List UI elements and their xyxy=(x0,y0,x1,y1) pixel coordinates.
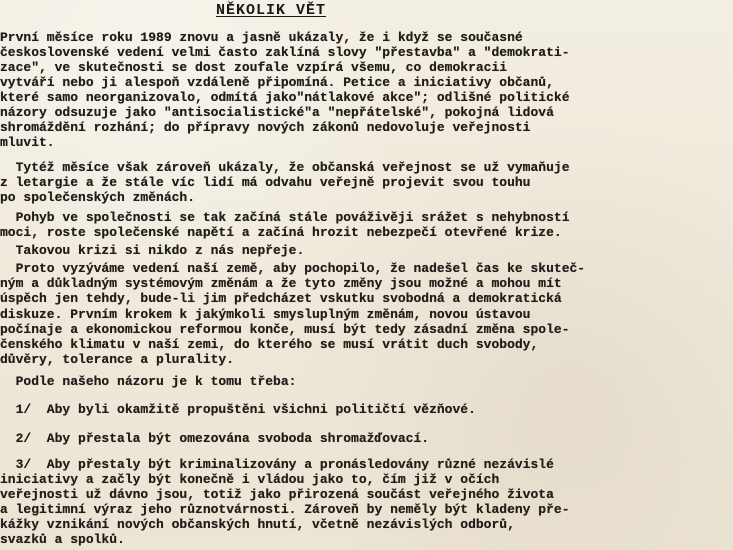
text-line: 1/ Aby byli okamžitě propuštěni všichni političtí vězňové. xyxy=(0,402,476,417)
text-line: Proto vyzýváme vedení naší země, aby pochopilo, že nadešel čas ke skuteč- xyxy=(0,261,586,276)
text-line: čenského klimatu v naší zemi, do kterého se musí vrátit duch svobody, xyxy=(0,337,539,352)
text-line: počínaje a ekonomickou reformou konče, musí být tedy zásadní změna spole- xyxy=(0,322,570,337)
text-line: Takovou krizi si nikdo z nás nepřeje. xyxy=(0,243,305,258)
text-line: První měsíce roku 1989 znovu a jasně ukázaly, že i když se současné xyxy=(0,30,523,45)
document-title: NĚKOLIK VĚT xyxy=(216,2,327,19)
text-line: 3/ Aby přestaly být kriminalizovány a pronásledovány různé nezávislé xyxy=(0,457,554,472)
text-line: mluvit. xyxy=(0,135,55,150)
text-line: Pohyb ve společnosti se tak začíná stále pováživěji srážet s nehybností xyxy=(0,210,570,225)
text-line: Podle našeho názoru je k tomu třeba: xyxy=(0,374,297,389)
text-line: ným a důkladným systémovým změnám a že tyto změny jsou možné a mohou mít xyxy=(0,276,562,291)
text-line: kážky vznikání nových občanských hnutí, včetně nezávislých odborů, xyxy=(0,517,515,532)
text-line: důvěry, tolerance a plurality. xyxy=(0,352,235,367)
text-line: československé vedení velmi často zaklíná slovy "přestavba" a "demokrati- xyxy=(0,45,570,60)
text-line: vytváří nebo ji alespoň vzdáleně připomíná. Petice a iniciativy občanů, xyxy=(0,75,554,90)
text-line: Tytéž měsíce však zároveň ukázaly, že občanská veřejnost se už vymaňuje xyxy=(0,160,570,175)
text-line: názory odsuzuje jako "antisocialistické"a "nepřátelské", pokojná lidová xyxy=(0,105,554,120)
text-line: veřejnosti už dávno jsou, totiž jako přirozená součást veřejného života xyxy=(0,487,554,502)
text-line: svazků a spolků. xyxy=(0,532,125,547)
text-line: moci, roste společenské napětí a začíná hrozit nebezpečí otevřené krize. xyxy=(0,225,562,240)
text-line: zace", ve skutečnosti se dost zoufale vzpírá všemu, co demokracii xyxy=(0,60,508,75)
text-line: a legitimní výraz jeho různotvárnosti. Zároveň by neměly být kladeny pře- xyxy=(0,502,570,517)
text-line: 2/ Aby přestala být omezována svoboda shromažďovací. xyxy=(0,431,430,446)
text-line: úspěch jen tehdy, bude-li jim předcházet vskutku svobodná a demokratická xyxy=(0,291,562,306)
text-line: diskuze. Prvním krokem k jakýmkoli smysluplným změnám, novou ústavou xyxy=(0,307,531,322)
text-line: které samo neorganizovalo, odmítá jako"nátlakové akce"; odlišné politické xyxy=(0,90,570,105)
text-line: iniciativy a začly být konečně i vládou jako to, čím již v očích xyxy=(0,472,500,487)
text-line: shromáždění rozhání; do přípravy nových zákonů nedovoluje veřejnosti xyxy=(0,120,531,135)
text-line: z letargie a že stále víc lidí má odvahu veřejně projevit svou touhu xyxy=(0,175,531,190)
text-line: po společenských změnách. xyxy=(0,190,196,205)
